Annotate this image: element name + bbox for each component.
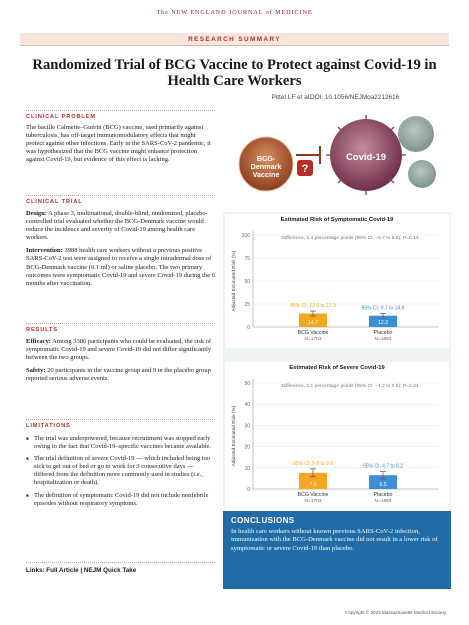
- y-tick-label: 0: [247, 325, 250, 331]
- section-heading: CLINICAL TRIAL: [26, 199, 83, 205]
- design-label: Design:: [26, 210, 47, 217]
- design-paragraph: [26, 210, 215, 242]
- intervention-label: Intervention:: [26, 247, 63, 255]
- design-text: A phase 3, multinational, double-blind, randomized, placebo-controlled trial evaluated whether the BCG-Denmark vaccine would reduce the incidence and severity of Covid-19 among health care workers.: [26, 210, 208, 242]
- chart-severe: [225, 362, 449, 512]
- article-links[interactable]: Links: Full Article | NEJM Quick Take: [26, 567, 137, 574]
- divider: [26, 419, 215, 420]
- safety-label: Safety:: [26, 367, 46, 375]
- n-label: N=1703: [304, 499, 322, 504]
- section-divider: [20, 45, 449, 46]
- vaccine-label-2: Denmark: [250, 162, 282, 171]
- ci-label: 95% CI, 9.7 to 14.8: [361, 305, 405, 312]
- y-tick-label: 100: [241, 233, 250, 239]
- y-tick-label: 30: [244, 423, 250, 430]
- divider: [26, 323, 215, 324]
- bar-value-label: 6.5: [379, 482, 387, 488]
- doi: DOI: 10.1056/NEJMoa2212616: [310, 94, 400, 101]
- difference-annotation: Difference, 2.4 percentage points (95% CI, −0.7 to 5.5); P=0.13: [281, 236, 419, 241]
- divider: [26, 195, 215, 196]
- vaccine-label: BCG-: [256, 154, 276, 163]
- efficacy-text: Among 3386 participants who could be evaluated, the risk of symptomatic Covid-19 and severe Covid-19 did not differ significantly between the two groups.: [26, 338, 212, 362]
- section-heading: RESULTS: [26, 327, 58, 333]
- ci-label: 95% CI, 5.8 to 9.5: [292, 460, 334, 467]
- y-tick-label: 25: [244, 302, 250, 308]
- list-item: ■ The definition of symptomatic Covid-19 did not include nonfebrile episodes without respiratory symptoms.: [26, 492, 215, 508]
- safety-text: 20 participants in the vaccine group and 9 in the placebo group reported serious adverse events.: [26, 367, 211, 383]
- n-label: N=1683: [374, 499, 392, 504]
- conclusions-text: In health care workers without known previous SARS-CoV-2 infection, immunization with the BCG-Denmark vaccine did not result in a lower risk of symptomatic or severe Covid-19 than placebo.: [231, 528, 438, 552]
- category-label: Placebo: [373, 492, 393, 498]
- chart-title: Estimated Risk of Severe Covid-19: [289, 365, 385, 371]
- y-tick-label: 20: [244, 444, 250, 451]
- y-tick-label: 40: [244, 402, 250, 409]
- journal-masthead: The NEW ENGLAND JOURNAL of MEDICINE: [156, 9, 313, 16]
- category-label: Placebo: [373, 330, 393, 336]
- list-item: ■ The trial definition of severe Covid-19 — which included being too sick to get out of bed or go to work for 3 consecutive days — differed from the definition more commonly used in studies (i.e., hospitalization or death).: [26, 455, 215, 487]
- y-tick-label: 50: [244, 279, 250, 285]
- category-label: BCG Vaccine: [297, 492, 329, 498]
- clinical-problem-section: [26, 114, 215, 164]
- y-axis-label: Adjusted Estimated Risk (%): [232, 250, 237, 312]
- efficacy-label: Efficacy:: [26, 338, 51, 345]
- section-heading: LIMITATIONS: [26, 423, 71, 429]
- vaccine-virus-illustration: [226, 110, 448, 210]
- ci-label: 95% CI, 12.0 to 17.3: [290, 303, 336, 310]
- clinical-trial-section: [26, 199, 215, 288]
- divider: [26, 110, 215, 111]
- plot-area: [253, 231, 439, 327]
- limitations-list: [26, 435, 215, 508]
- difference-annotation: Difference, 1.1 percentage points (95% CI, −1.2 to 3.5); P=0.34: [281, 384, 419, 389]
- y-tick-label: 75: [244, 256, 250, 262]
- y-tick-label: 50: [244, 381, 250, 387]
- bar-value-label: 14.7: [307, 320, 319, 326]
- conclusions-box: [223, 511, 451, 589]
- section-text: The bacille Calmette–Guérin (BCG) vaccine, used primarily against tuberculosis, has off-target immunomodulatory effects that might protect against other infections. Early in the SARS-CoV-2 pandemic, it was hypothesized that the BCG vaccine might enhance protection against Covid-19, but evidence of this effect is lacking.: [26, 124, 211, 164]
- section-label-band: [20, 33, 449, 45]
- limitations-section: [26, 423, 215, 512]
- list-item: ■ The trial was underpowered, because recruitment was stopped early owing to the fact that Covid-19–specific vaccines became available.: [26, 435, 215, 451]
- category-label: BCG Vaccine: [297, 330, 329, 336]
- virus-label: Covid-19: [345, 152, 387, 163]
- divider: [26, 562, 215, 563]
- svg-text:?: ?: [301, 163, 309, 175]
- ci-label: 95% CI, 4.7 to 8.2: [362, 463, 404, 470]
- n-label: N=1703: [304, 337, 322, 342]
- y-axis-label: Adjusted Estimated Risk (%): [232, 405, 237, 467]
- chart-title: Estimated Risk of Symptomatic Covid-19: [280, 217, 394, 223]
- chart-symptomatic-svg: [225, 223, 449, 343]
- authors: Pittet LF et al.: [271, 94, 311, 101]
- virus-small-icon: [398, 116, 436, 188]
- results-section: [26, 327, 215, 383]
- chart-symptomatic: [225, 214, 449, 348]
- y-tick-label: 10: [244, 465, 250, 472]
- conclusions-heading: CONCLUSIONS: [231, 516, 295, 525]
- n-label: N=1683: [374, 337, 392, 342]
- chart-severe-svg: [225, 371, 449, 507]
- bar-value-label: 7.6: [309, 482, 317, 488]
- intervention-paragraph: [26, 247, 215, 287]
- efficacy-paragraph: [26, 338, 215, 362]
- plot-area: [253, 379, 439, 489]
- y-tick-label: 0: [247, 487, 250, 493]
- safety-paragraph: [26, 367, 215, 383]
- uncertainty-icon: [297, 160, 313, 176]
- section-heading: CLINICAL PROBLEM: [26, 114, 96, 120]
- vaccine-label-3: Vaccine: [252, 170, 280, 179]
- page-title: Randomized Trial of BCG Vaccine to Protect against Covid-19 in Health Care Workers: [32, 57, 437, 89]
- section-label: RESEARCH SUMMARY: [188, 35, 281, 43]
- bar-value-label: 12.3: [377, 320, 389, 326]
- intervention-text: 3988 health care workers without a previous positive SARS-CoV-2 test were assigned to receive a single intradermal dose of BCG-Denmark vaccine (0.1 ml) or saline placebo. The two primary outcomes were symptomatic Covid-19 and severe Covid-19 during the 6 months after vaccination.: [26, 247, 216, 287]
- copyright: Copyright © 2023 Massachusetts Medical Society.: [344, 610, 447, 615]
